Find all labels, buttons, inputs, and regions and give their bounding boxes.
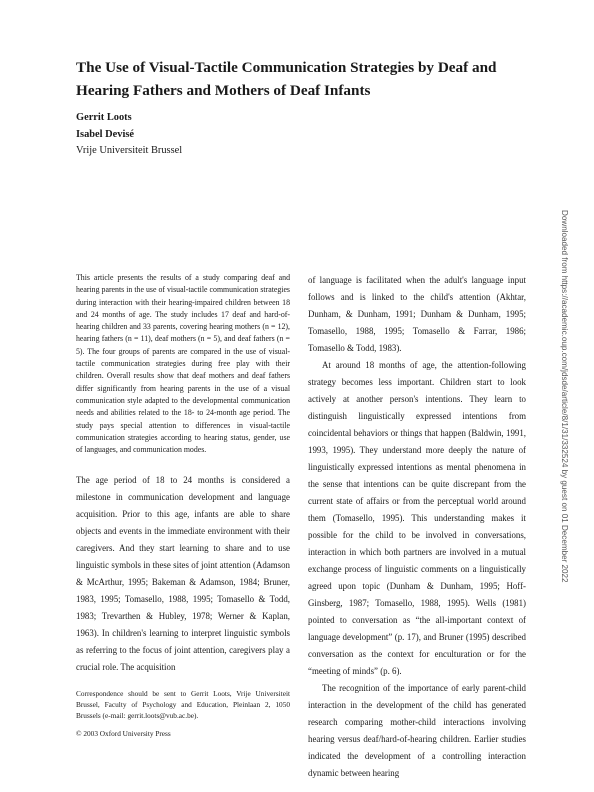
author-name: Gerrit Loots	[76, 112, 132, 123]
footnote	[76, 688, 290, 739]
body-paragraph: The age period of 18 to 24 months is considered a milestone in communication development and language acquisition. Prior to this age, infants are able to share objects and events in the immediate environment with their caregivers. And they start learning to share and to use linguistic symbols in these sites of joint attention (Adamson & McArthur, 1995; Bakeman & Adamson, 1984; Bruner, 1983, 1995; Tomasello, 1988, 1995; Tomasello & Todd, 1983; Trevarthen & Hubley, 1978; Werner & Kaplan, 1963). In children's learning to interpret linguistic symbols as referring to the focus of joint attention, caregivers play a crucial role. The acquisition	[76, 475, 290, 672]
copyright-notice: © 2003 Oxford University Press	[76, 729, 171, 738]
abstract: This article presents the results of a study comparing deaf and hearing parents in the use of visual-tactile communication strategies during interaction with their hearing-impaired children between 18 and 24 months of age. The study includes 17 deaf and hard-of-hearing children and 33 parents, covering hearing mothers (n = 12), hearing fathers (n = 11), deaf mothers (n = 5), and deaf fathers (n = 5). The four groups of parents are compared in the use of visual-tactile communication strategies during free play with their children. Overall results show that deaf mothers and deaf fathers differ significantly from hearing parents in the use of a visual communication style adapted to the developmental communication needs and abilities related to the 18- to 24-month age period. The study pays special attention to differences in visual-tactile communication strategies according to hearing status, gender, use of languages, and communication modes.	[76, 273, 290, 455]
body-column-left	[76, 472, 290, 676]
author-name: Isabel Devisé	[76, 128, 135, 140]
article-title: The Use of Visual-Tactile Communication Strategies by Deaf and Hearing Fathers and Mothers of Deaf Infants	[76, 59, 497, 99]
body-paragraph: The recognition of the importance of early parent-child interaction in the development of the child has generated research comparing mother-child interactions involving hearing versus deaf/hard-of-hearing children. Earlier studies indicated the development of a controlling interaction dynamic between hearing	[308, 683, 526, 778]
body-paragraph: of language is facilitated when the adult's language input follows and is linked to the child's attention (Akhtar, Dunham, & Dunham, 1991; Dunham & Dunham, 1995; Tomasello, 1988, 1995; Tomasello & Farrar, 1986; Tomasello & Todd, 1983).	[308, 275, 526, 353]
body-paragraph: At around 18 months of age, the attention-following strategy becomes less important. Children start to look actively at another person's intentions. They learn to distinguish linguistically expressed intentions from coincidental behaviors or things that happen (Baldwin, 1991, 1993, 1995). They understand more deeply the nature of linguistically expressed intentions as mental phenomena in the sense that intentions can be quite discrepant from the current state of affairs or from the perceptual world around them (Tomasello, 1995). This understanding makes it possible for the child to be involved in conversations, interaction in which both partners are involved in a mutual exchange process of linguistic comments on a linguistically agreed upon topic (Dunham & Dunham, 1995; Hoff-Ginsberg, 1987; Tomasello, 1988, 1995). Wells (1981) pointed to conversation as “the all-important context of language development” (p. 17), and Bruner (1995) described conversation as the context for enculturation or for the “meeting of minds” (p. 6).	[308, 360, 526, 676]
author-block	[76, 110, 182, 160]
correspondence-note: Correspondence should be sent to Gerrit Loots, Vrije Universiteit Brussel, Faculty of Psychology and Education, Pleinlaan 2, 1050 Brussels (e-mail: gerrit.loots@vub.ac.be).	[76, 689, 290, 720]
download-sidebar	[560, 210, 575, 583]
affiliation: Vrije Universiteit Brussel	[76, 145, 183, 156]
body-column-right	[308, 272, 526, 782]
download-notice: Downloaded from https://academic.oup.com/jdsde/article/8/1/31/332524 by guest on 01 December 2022	[560, 210, 569, 583]
